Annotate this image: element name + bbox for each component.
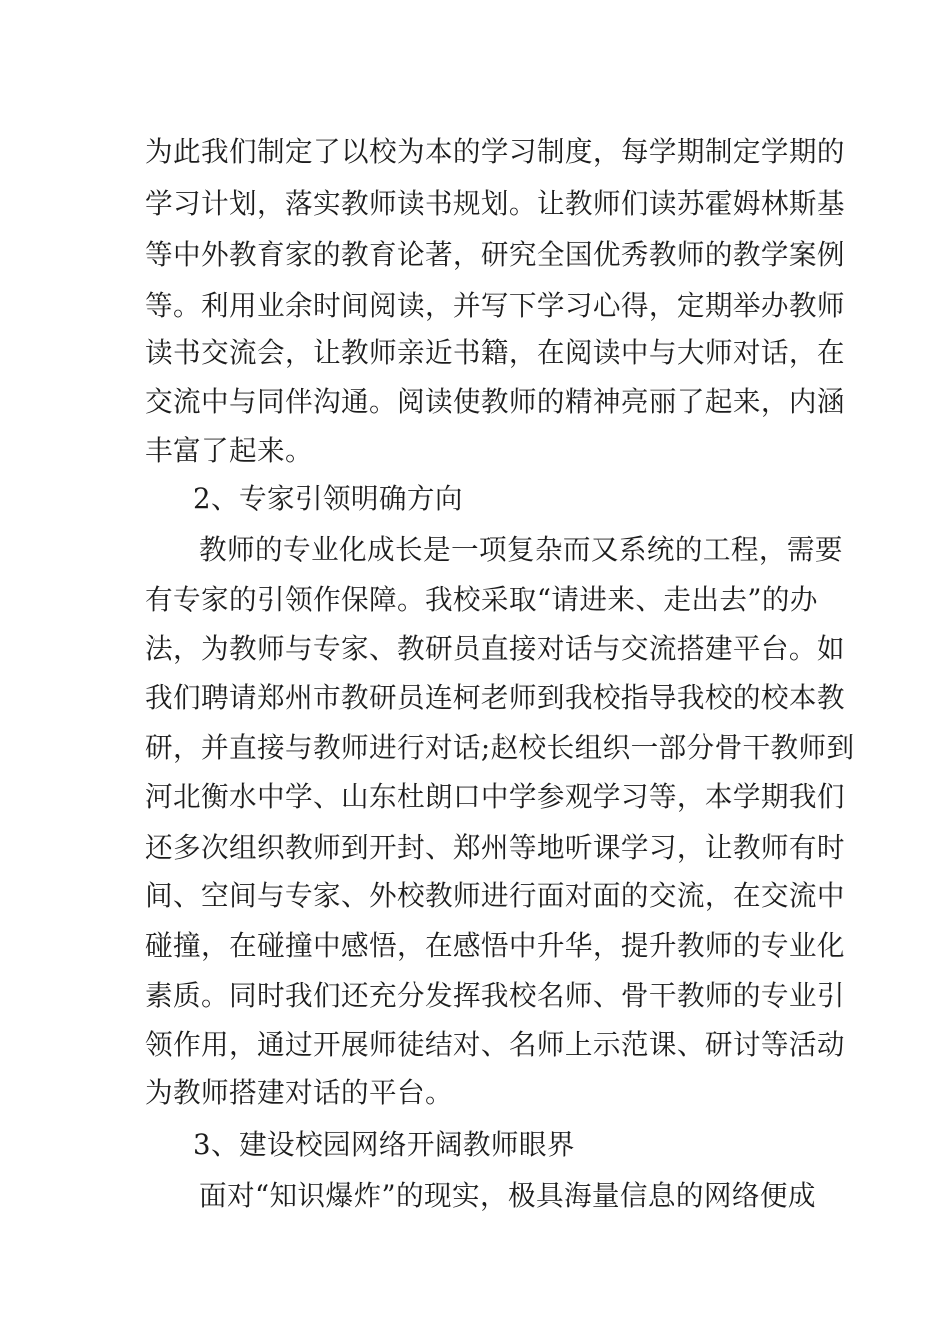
paragraph-line: 领作用，通过开展师徒结对、名师上示范课、研讨等活动 — [145, 1028, 845, 1061]
paragraph-line: 为教师搭建对话的平台。 — [145, 1076, 453, 1109]
paragraph-line: 素质。同时我们还充分发挥我校名师、骨干教师的专业引 — [145, 979, 845, 1012]
paragraph-line: 还多次组织教师到开封、郑州等地听课学习，让教师有时 — [145, 831, 845, 864]
paragraph-line: 教师的专业化成长是一项复杂而又系统的工程，需要 — [199, 533, 843, 566]
paragraph-line: 间、空间与专家、外校教师进行面对面的交流，在交流中 — [145, 879, 845, 912]
paragraph-line: 学习计划，落实教师读书规划。让教师们读苏霍姆林斯基 — [145, 187, 845, 220]
paragraph-line: 等中外教育家的教育论著，研究全国优秀教师的教学案例 — [145, 238, 845, 271]
section-heading: 2、专家引领明确方向 — [193, 482, 463, 515]
paragraph-line: 等。利用业余时间阅读，并写下学习心得，定期举办教师 — [145, 289, 845, 322]
paragraph-line: 有专家的引领作保障。我校采取“请进来、走出去”的办 — [145, 583, 818, 616]
paragraph-line: 河北衡水中学、山东杜朗口中学参观学习等，本学期我们 — [145, 780, 845, 813]
paragraph-line: 碰撞，在碰撞中感悟，在感悟中升华，提升教师的专业化 — [145, 929, 845, 962]
section-heading: 3、建设校园网络开阔教师眼界 — [193, 1128, 575, 1161]
paragraph-line: 丰富了起来。 — [145, 434, 313, 467]
paragraph-line: 法，为教师与专家、教研员直接对话与交流搭建平台。如 — [145, 632, 845, 665]
paragraph-line: 读书交流会，让教师亲近书籍，在阅读中与大师对话，在 — [145, 336, 845, 369]
paragraph-line: 交流中与同伴沟通。阅读使教师的精神亮丽了起来，内涵 — [145, 385, 845, 418]
paragraph-line: 为此我们制定了以校为本的学习制度，每学期制定学期的 — [145, 135, 845, 168]
paragraph-line: 面对“知识爆炸”的现实，极具海量信息的网络便成 — [199, 1179, 816, 1212]
paragraph-line: 研，并直接与教师进行对话;赵校长组织一部分骨干教师到 — [145, 731, 855, 764]
paragraph-line: 我们聘请郑州市教研员连柯老师到我校指导我校的校本教 — [145, 681, 845, 714]
